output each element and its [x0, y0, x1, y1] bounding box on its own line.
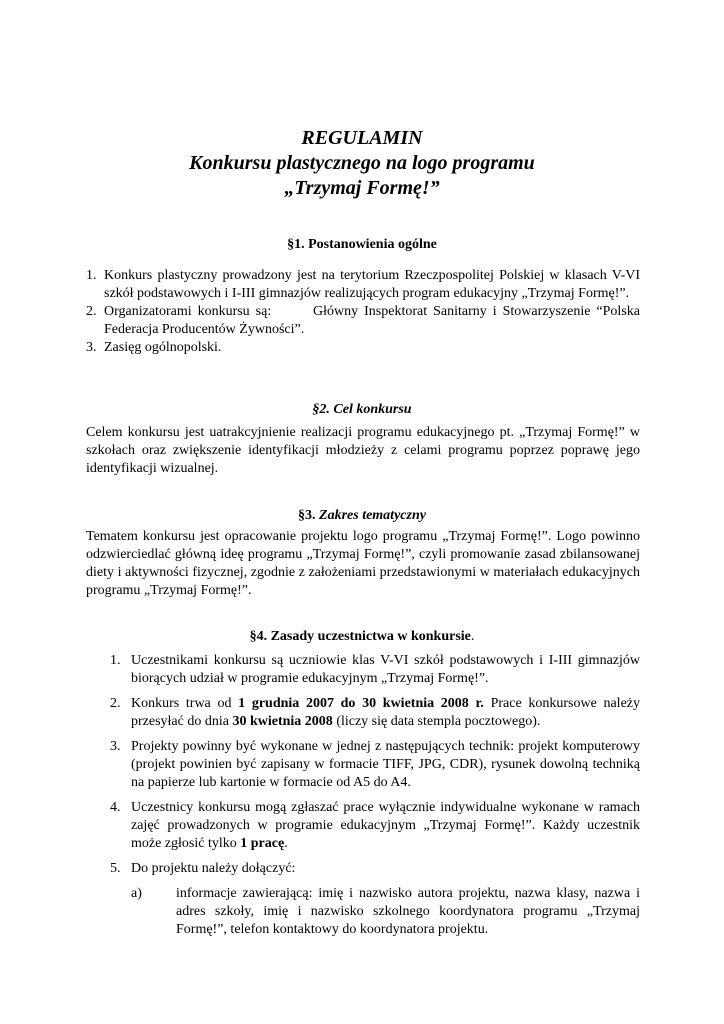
sub-list-item-letter: a) [131, 886, 142, 901]
list-item [86, 339, 640, 357]
header-title: REGULAMIN [301, 127, 423, 149]
section-2-title: §2. Cel konkursu [312, 402, 412, 417]
section-3-paragraph: Tematem konkursu jest opracowanie projektu logo programu „Trzymaj Formę!”. Logo powinno odzwierciedlać główną ideę programu „Trzymaj Formę!”, czyli promowanie zasad zbilansowanej diety i aktywności fizycznej, zgodnie z założeniami przedstawionymi w materiałach edukacyjnych programu „Trzymaj Formę!”. [86, 529, 640, 598]
list-item-text: Uczestnikami konkursu są uczniowie klas V-VI szkół podstawowych i I-III gimnazjów biorących udział w programie edukacyjnym „Trzymaj Formę!”. [131, 653, 640, 686]
section-1-list [86, 267, 644, 357]
section-3-number: §3. [298, 508, 316, 523]
list-item-number: 2. [110, 696, 121, 711]
text-run: (liczy się data stempla pocztowego). [332, 714, 541, 729]
list-item-number: 4. [110, 800, 121, 815]
list-item-text: Projekty powinny być wykonane w jednej z następujących technik: projekt komputerowy (projekt powinien być zapisany w formacie TIFF, JPG, CDR), rysunek dowolną techniką na papierze lub kartonie w formacie od A5 do A4. [131, 739, 640, 790]
text-run: Prace konkursowe należy przesyłać do dnia [131, 696, 640, 729]
list-item-number: 2. [86, 304, 97, 319]
sub-list-item [131, 885, 640, 939]
list-item [86, 267, 640, 303]
text-run: . [284, 836, 288, 851]
list-item-text: Organizatorami konkursu są: Główny Inspektorat Sanitarny i Stowarzyszenie “Polska Federacja Producentów Żywności”. [104, 304, 644, 337]
list-item-text [131, 800, 640, 851]
section-3-name: Zakres tematyczny [319, 508, 426, 523]
work-limit: 1 pracę [240, 836, 285, 851]
list-item-number: 1. [86, 268, 97, 283]
list-item [110, 860, 640, 878]
list-item-text [131, 696, 640, 729]
text-run: Uczestnicy konkursu mogą zgłaszać prace wyłącznie indywidualne wykonane w ramach zajęć prowadzonych w programie edukacyjnym „Trzymaj Formę!”. Każdy uczestnik może zgłosić tylko [131, 800, 640, 851]
section-4-list [110, 652, 640, 939]
list-item-number: 1. [110, 653, 121, 668]
section-3-title [0, 507, 724, 525]
list-item [110, 738, 640, 792]
list-item-number: 5. [110, 861, 121, 876]
section-2-paragraph: Celem konkursu jest uatrakcyjnienie realizacji programu edukacyjnego pt. „Trzymaj Formę!” w szkołach oraz zwiększenie identyfikacji młodzieży z celami programu poprzez poprawę jego identyfikacji wizualnej. [86, 425, 640, 476]
header-program-name: „Trzymaj Formę!” [284, 177, 440, 199]
list-item [110, 799, 640, 853]
text-run: Konkurs trwa od [131, 696, 239, 711]
contest-dates: 1 grudnia 2007 do 30 kwietnia 2008 r. [238, 696, 484, 711]
list-item-text: Do projektu należy dołączyć: [131, 861, 296, 876]
header-subtitle: Konkursu plastycznego na logo programu [189, 152, 535, 174]
sub-list-item-text: informacje zawierającą: imię i nazwisko autora projektu, nazwa klasy, nazwa i adres szkoły, imię i nazwisko szkolnego koordynatora programu „Trzymaj Formę!”, telefon kontaktowy do koordynatora projektu. [176, 886, 640, 937]
list-item-text: Konkurs plastyczny prowadzony jest na terytorium Rzeczpospolitej Polskiej w klasach V-VI szkół podstawowych i I-III gimnazjów realizujących program edukacyjny „Trzymaj Formę!”. [104, 268, 640, 301]
list-item [86, 303, 644, 339]
deadline-date: 30 kwietnia 2008 [232, 714, 333, 729]
section-4-title-dot: . [470, 629, 475, 644]
list-item-number: 3. [86, 340, 97, 355]
list-item [110, 695, 640, 731]
list-item-text: Zasięg ogólnopolski. [104, 340, 222, 355]
list-item [110, 652, 640, 688]
section-4-title-text: §4. Zasady uczestnictwa w konkursie [249, 629, 471, 644]
section-4-title [0, 628, 724, 646]
list-item-number: 3. [110, 739, 121, 754]
section-1-title: §1. Postanowienia ogólne [287, 237, 437, 252]
document-header [0, 126, 724, 201]
